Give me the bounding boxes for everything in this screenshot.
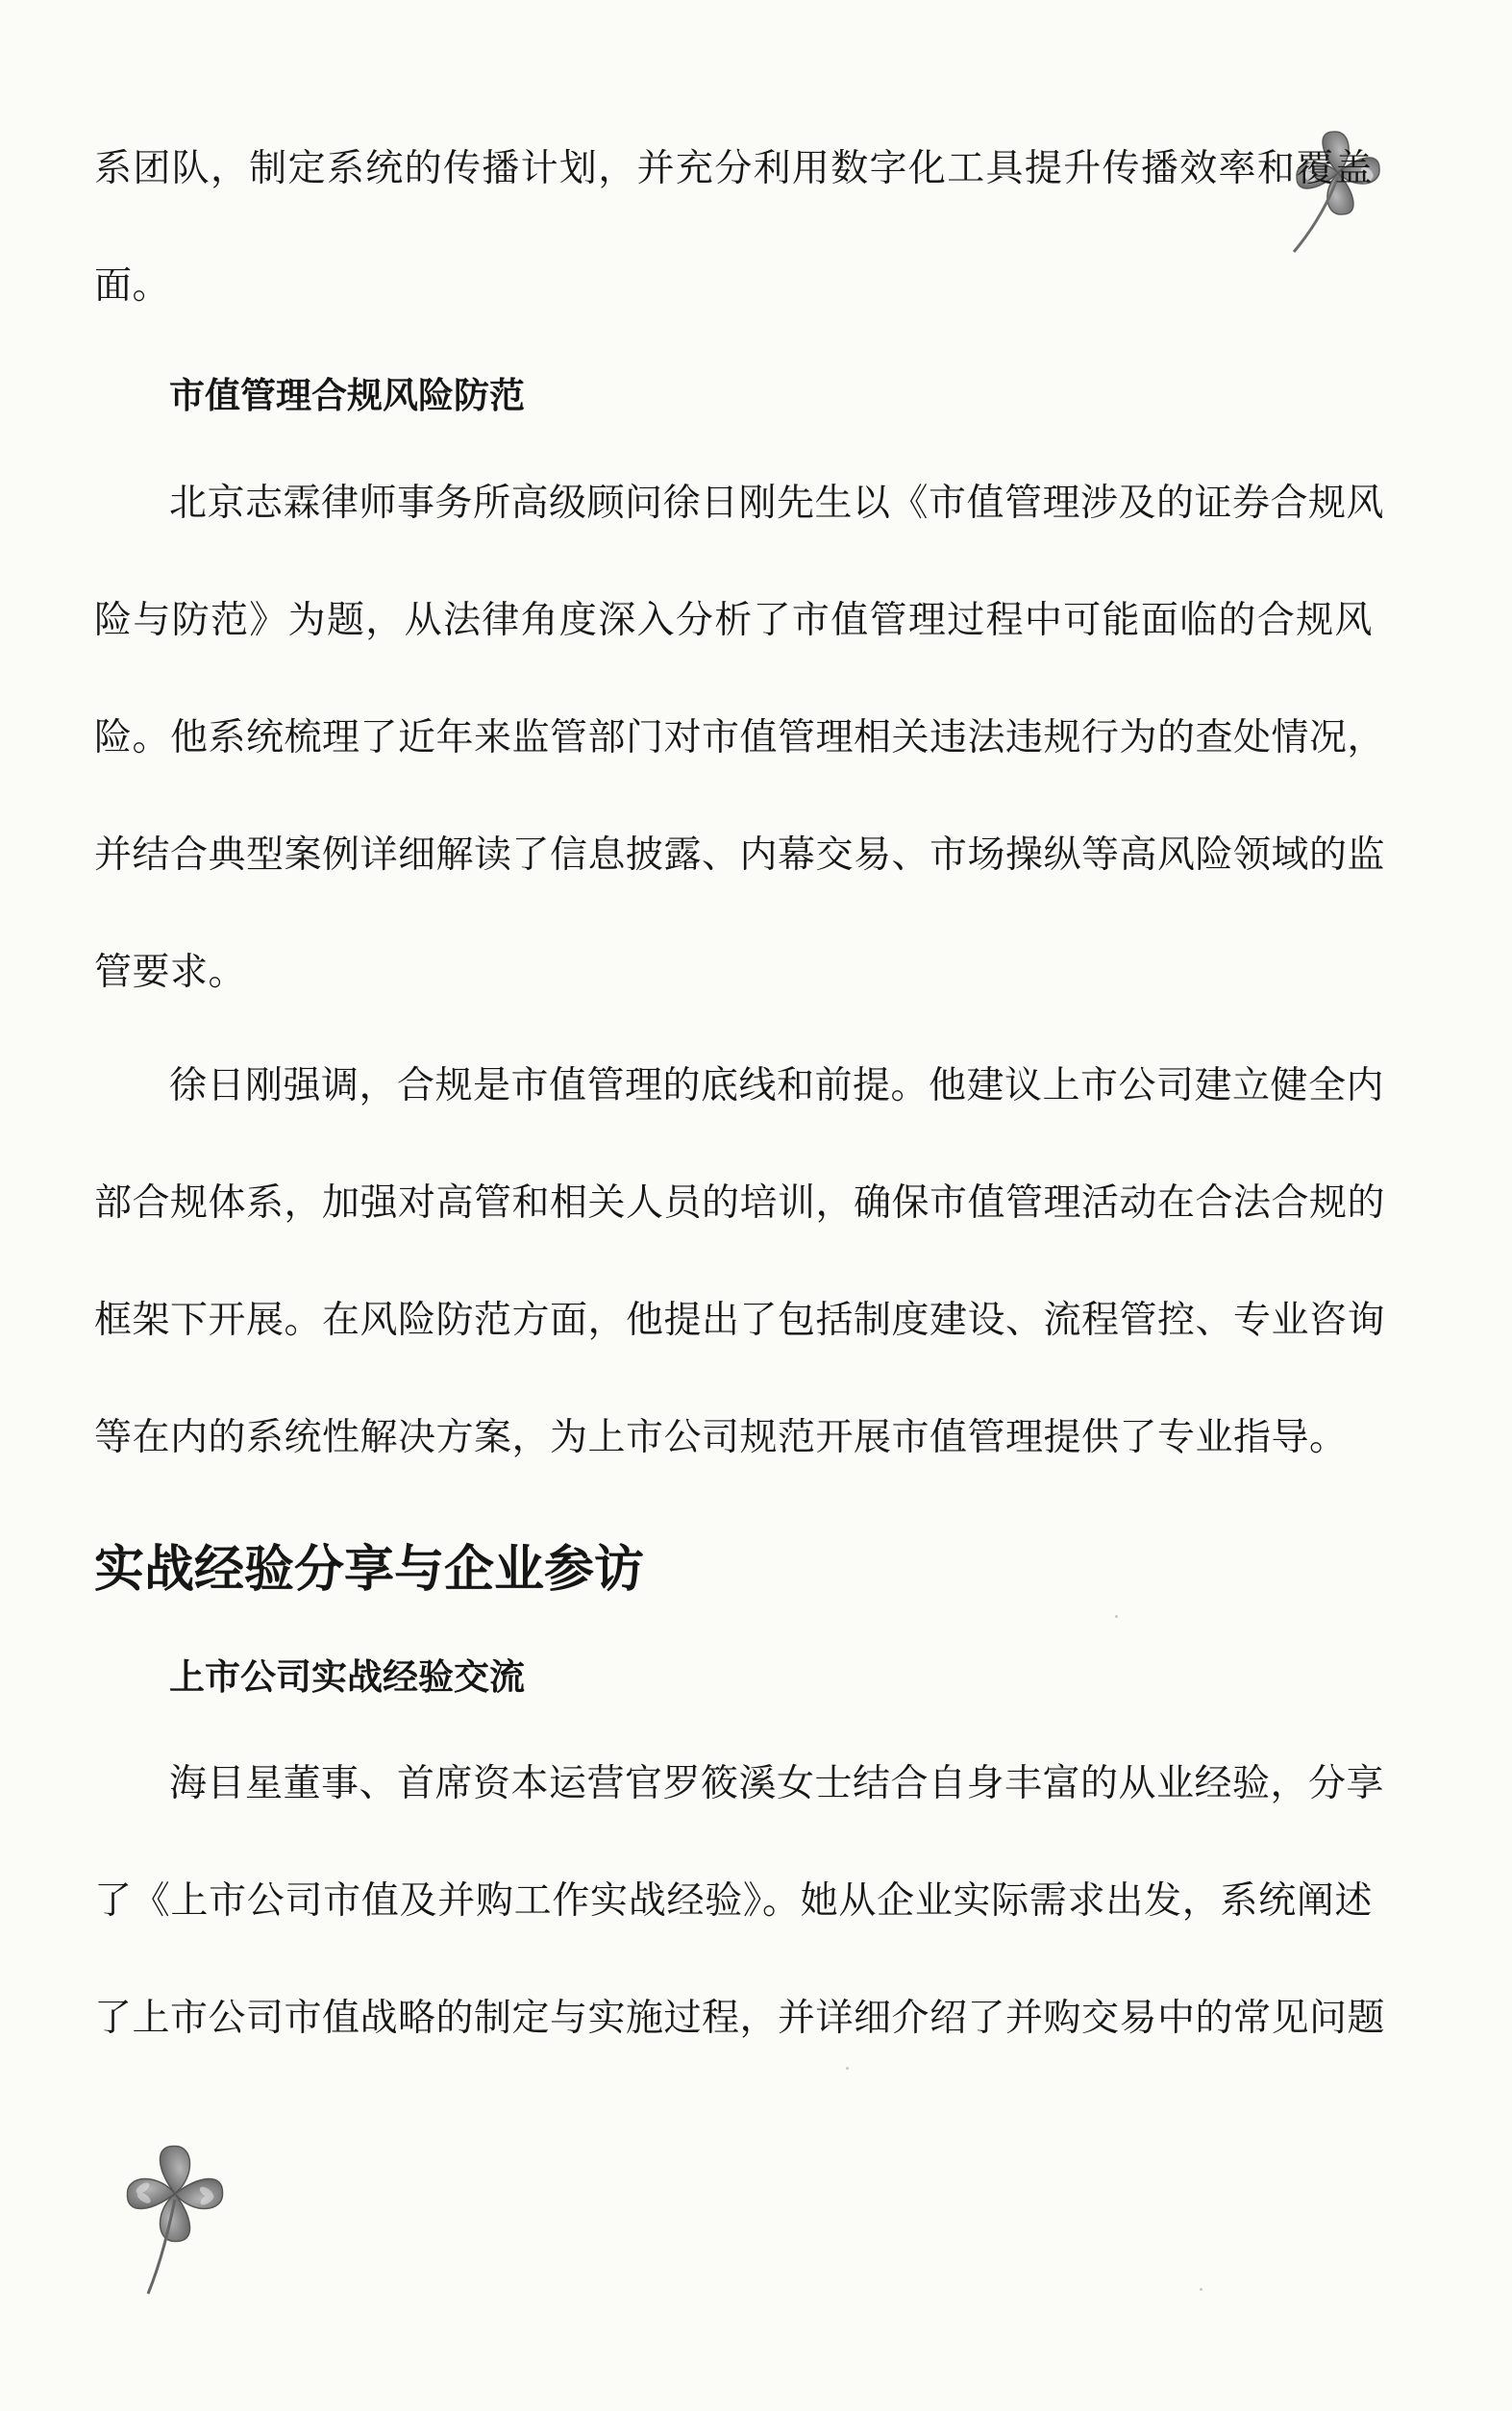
paragraph-line: 徐日刚强调，合规是市值管理的底线和前提。他建议上市公司建立健全内 [169,1064,1385,1107]
paragraph-line: 了《上市公司市值及并购工作实战经验》。她从企业实际需求出发，系统阐述 [94,1879,1373,1923]
paragraph-line: 框架下开展。在风险防范方面，他提出了包括制度建设、流程管控、专业咨询 [94,1299,1386,1342]
paragraph-line: 了上市公司市值战略的制定与实施过程，并详细介绍了并购交易中的常见问题 [94,1997,1386,2040]
four-leaf-clover-icon [77,2105,260,2307]
paragraph-line: 险。他系统梳理了近年来监管部门对市值管理相关违法违规行为的查处情况， [94,716,1386,759]
paragraph-line: 险与防范》为题，从法律角度深入分析了市值管理过程中可能面临的合规风 [94,599,1373,642]
text-line: 系团队，制定系统的传播计划，并充分利用数字化工具提升传播效率和覆盖 [94,147,1373,190]
subheading: 市值管理合规风险防范 [169,375,525,416]
paragraph-line: 部合规体系，加强对高管和相关人员的培训，确保市值管理活动在合法合规的 [94,1181,1386,1225]
paragraph-line: 等在内的系统性解决方案，为上市公司规范开展市值管理提供了专业指导。 [94,1416,1348,1459]
subheading: 上市公司实战经验交流 [169,1656,525,1698]
paragraph-line: 北京志霖律师事务所高级顾问徐日刚先生以《市值管理涉及的证券合规风 [169,482,1385,525]
paragraph-line: 并结合典型案例详细解读了信息披露、内幕交易、市场操纵等高风险领域的监 [94,833,1386,877]
paragraph-line: 管要求。 [94,951,247,994]
section-title: 实战经验分享与企业参访 [94,1541,645,1599]
text-line: 面。 [94,264,171,308]
paragraph-line: 海目星董事、首席资本运营官罗筱溪女士结合自身丰富的从业经验，分享 [169,1762,1385,1805]
